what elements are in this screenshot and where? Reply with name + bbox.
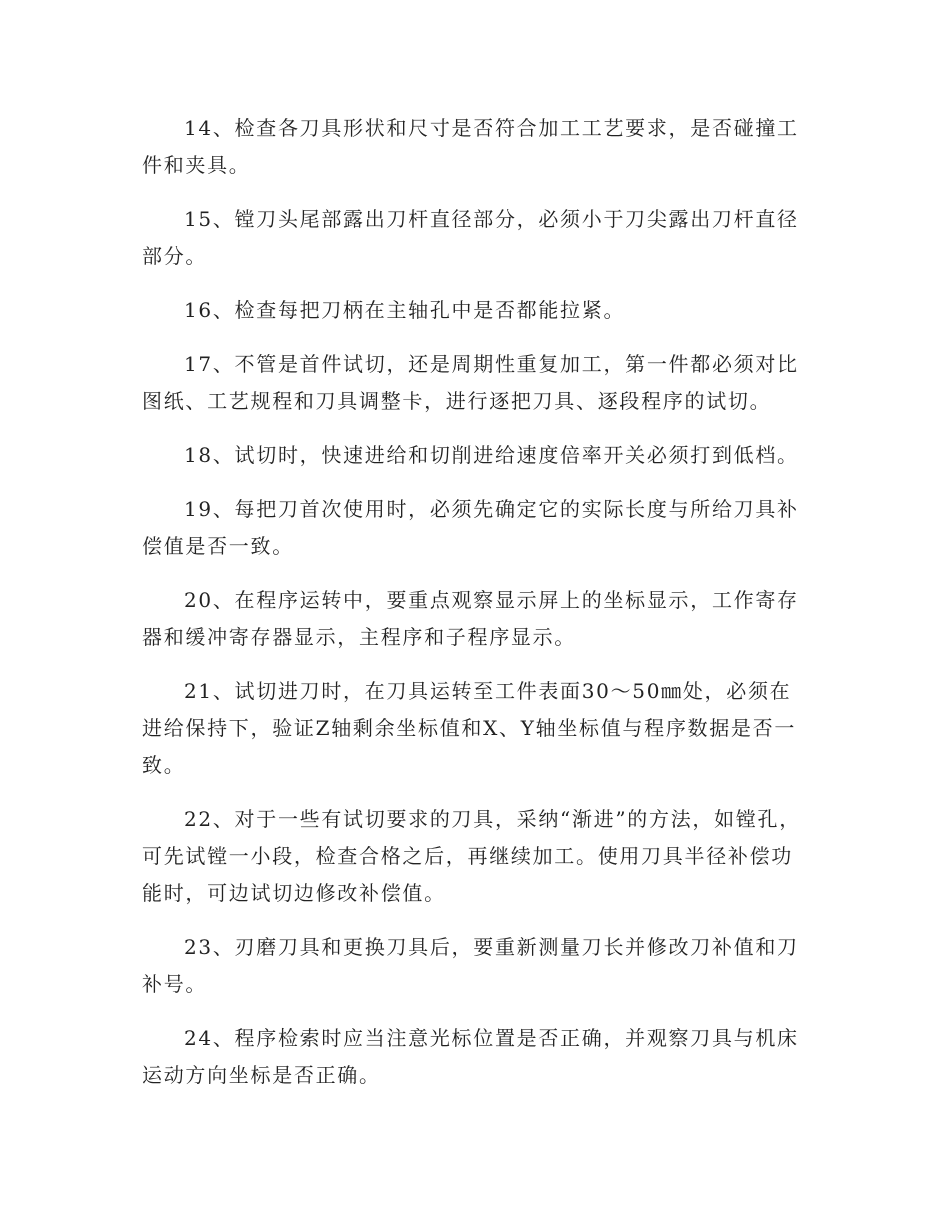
document-body <box>142 110 806 1111</box>
paragraph-19: 19、每把刀首次使用时，必须先确定它的实际长度与所给刀具补偿值是否一致。 <box>142 497 799 558</box>
paragraph-17: 17、不管是首件试切，还是周期性重复加工，第一件都必须对比图纸、工艺规程和刀具调整卡，进行逐把刀具、逐段程序的试切。 <box>142 352 799 413</box>
paragraph-14: 14、检查各刀具形状和尺寸是否符合加工工艺要求，是否碰撞工件和夹具。 <box>142 116 799 177</box>
paragraph-22: 22、对于一些有试切要求的刀具，采纳“渐进”的方法，如镗孔，可先试镗一小段，检查合格之后，再继续加工。使用刀具半径补偿功能时，可边试切边修改补偿值。 <box>142 807 801 905</box>
paragraph-21: 21、试切进刀时，在刀具运转至工件表面30～50㎜处，必须在进给保持下，验证Z轴剩余坐标值和X、Y轴坐标值与程序数据是否一致。 <box>142 679 797 777</box>
paragraph-15: 15、镗刀头尾部露出刀杆直径部分，必须小于刀尖露出刀杆直径部分。 <box>142 207 799 268</box>
paragraph-20: 20、在程序运转中，要重点观察显示屏上的坐标显示，工作寄存器和缓冲寄存器显示，主程序和子程序显示。 <box>142 588 799 649</box>
paragraph-18: 18、试切时，快速进给和切削进给速度倍率开关必须打到低档。 <box>184 443 799 467</box>
paragraph-24: 24、程序检索时应当注意光标位置是否正确，并观察刀具与机床运动方向坐标是否正确。 <box>142 1026 799 1087</box>
paragraph-16: 16、检查每把刀柄在主轴孔中是否都能拉紧。 <box>184 298 626 322</box>
paragraph-23: 23、刃磨刀具和更换刀具后，要重新测量刀长并修改刀补值和刀补号。 <box>142 935 799 996</box>
